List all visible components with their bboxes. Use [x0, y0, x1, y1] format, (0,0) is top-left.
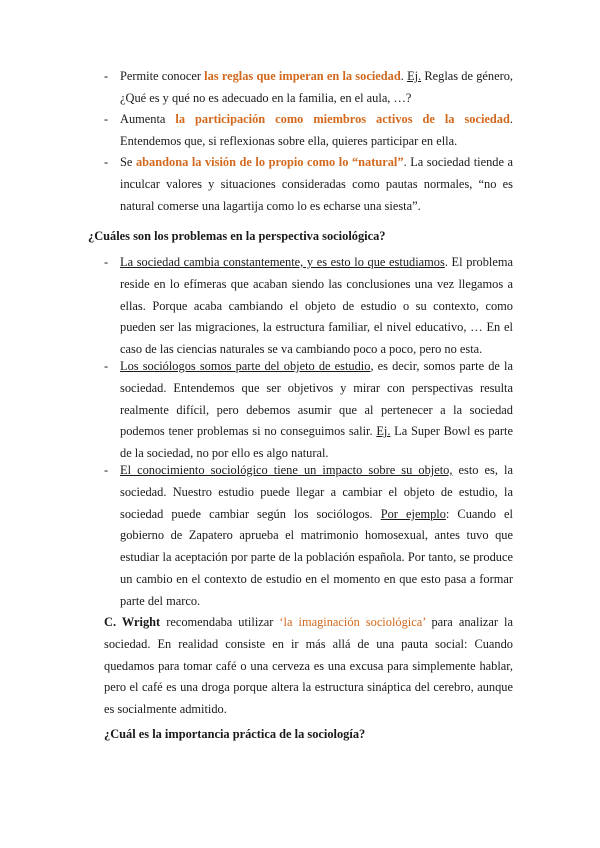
text: Se	[120, 155, 136, 169]
underlined-text: La sociedad cambia constantemente, y es esto lo que estudiamos	[120, 255, 445, 269]
bullet-dash: -	[104, 112, 109, 126]
list-item	[120, 252, 513, 361]
text: . La sociedad tiende a inculcar valores y situaciones consideradas como pautas normales, “no es natural comerse una lagartija como lo es echarse una siesta”.	[120, 155, 513, 213]
text: Reglas de género, ¿Qué es y qué no es adecuado en la familia, en el aula, …?	[120, 69, 514, 105]
section-heading: ¿Cuál es la importancia práctica de la sociología?	[104, 727, 366, 741]
bullet-dash: -	[104, 463, 109, 477]
bullet-dash: -	[104, 255, 109, 269]
text: Aumenta	[120, 112, 176, 126]
example-label: Ej.	[407, 69, 422, 83]
text: , es decir, somos parte de la sociedad. Entendemos que ser objetivos y mirar con perspectivas resulta realmente difícil, pero debemos asumir que al pertenecer a la sociedad podemos tener problemas si no conseguimos salir.	[120, 359, 513, 439]
bullet-dash: -	[104, 69, 109, 83]
list-item	[120, 109, 513, 153]
list-item	[120, 66, 513, 110]
underlined-text: Los sociólogos somos parte del objeto de estudio	[120, 359, 371, 373]
wright-paragraph	[104, 612, 513, 721]
author-name: C. Wright	[104, 615, 161, 629]
text: esto es, la sociedad. Nuestro estudio puede llegar a cambiar el objeto de estudio, la sociedad puede cambiar según los sociólogos.	[120, 463, 513, 521]
bullet-dash: -	[104, 155, 109, 169]
text: para analizar la sociedad. En realidad consiste en ir más allá de una pauta social: Cuando quedamos para tomar café o una cerveza es una excusa para simplemente hablar, pero el café es una droga porque altera la estructura sináptica del cerebro, aunque es socialmente admitido.	[104, 615, 513, 717]
list-item	[120, 152, 513, 217]
highlight-text: la participación como miembros activos de la sociedad	[175, 112, 510, 126]
underlined-text: El conocimiento sociológico tiene un impacto sobre su objeto,	[120, 463, 453, 477]
section-heading: ¿Cuáles son los problemas en la perspectiva sociológica?	[88, 229, 386, 243]
text: .	[400, 69, 408, 83]
highlight-text: abandona la visión de lo propio como lo “natural”	[135, 155, 404, 169]
list-item	[120, 356, 513, 465]
text: . El problema reside en lo efímeras que acaban siendo las conclusiones una vez llegamos a ellas. Porque acaba cambiando el objeto de estudio o su contexto, como pueden ser las migraciones, la estructura familiar, el nivel educativo, … En el caso de las ciencias naturales se va cambiando poco a poco, pero no esta.	[120, 255, 513, 357]
text: : Cuando el gobierno de Zapatero aprueba el matrimonio homosexual, antes tuvo que estudiar la aceptación por parte de la población española. Por tanto, se produce un cambio en el contexto de estudio en el momento en que esto pasa a formar parte del marco.	[120, 506, 513, 608]
text: Permite conocer	[120, 69, 205, 83]
example-label: Por ejemplo	[380, 506, 446, 521]
example-label: Ej.	[376, 424, 391, 439]
bullet-dash: -	[104, 359, 109, 373]
text: recomendaba utilizar	[160, 615, 280, 629]
text: La Super Bowl es parte de la sociedad, no por ello es algo natural.	[120, 424, 513, 461]
text: . Entendemos que, si reflexionas sobre ella, quieres participar en ella.	[120, 112, 513, 148]
highlight-text: ‘la imaginación sociológica’	[279, 615, 426, 629]
list-item	[120, 460, 513, 613]
highlight-text: las reglas que imperan en la sociedad	[204, 69, 401, 83]
